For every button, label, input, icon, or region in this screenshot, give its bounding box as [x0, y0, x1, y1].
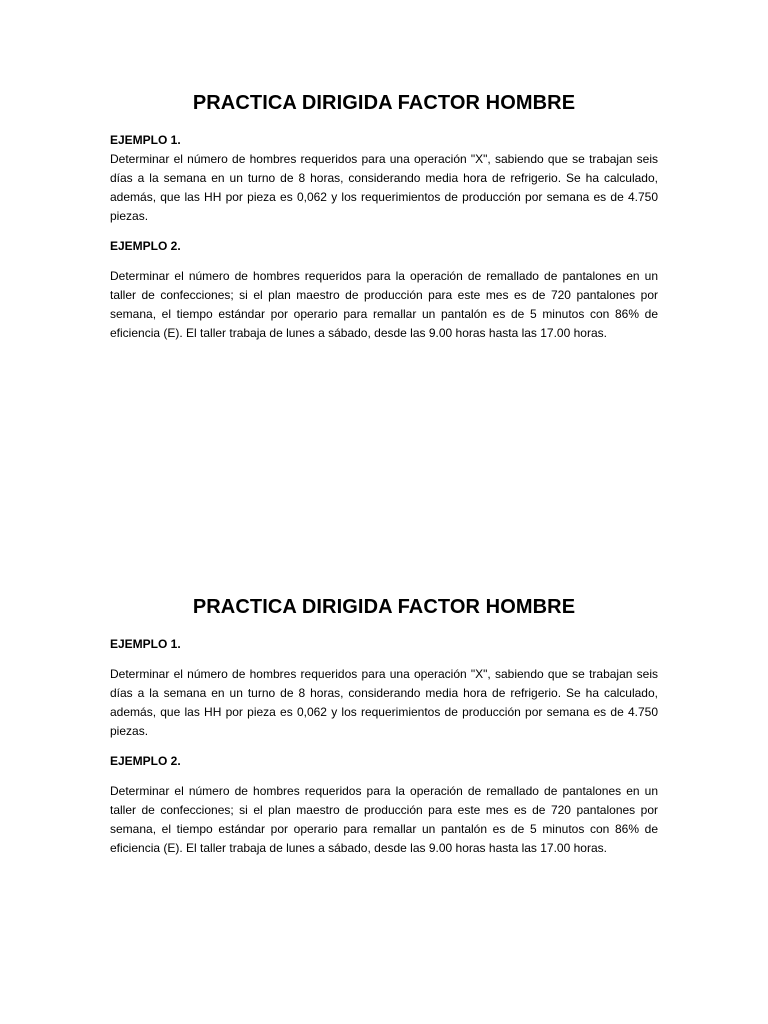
example-1-text: Determinar el número de hombres requeridos para una operación "X", sabiendo que se trabajan seis días a la semana en un turno de 8 horas, considerando media hora de refrigerio. Se ha calculado, además, que las HH por pieza es 0,062 y los requerimientos de producción por semana es de 4.750 piezas.	[110, 152, 658, 223]
page-title: PRACTICA DIRIGIDA FACTOR HOMBRE	[192, 92, 576, 114]
example-2-heading: EJEMPLO 2.	[110, 754, 181, 768]
page-title: PRACTICA DIRIGIDA FACTOR HOMBRE	[192, 596, 576, 618]
example-1-heading: EJEMPLO 1.	[110, 637, 181, 651]
document-section-1	[110, 91, 658, 343]
example-2-text: Determinar el número de hombres requeridos para la operación de remallado de pantalones en un taller de confecciones; si el plan maestro de producción para este mes es de 720 pantalones por semana, el tiempo estándar por operario para remallar un pantalón es de 5 minutos con 86% de eficiencia (E). El taller trabaja de lunes a sábado, desde las 9.00 horas hasta las 17.00 horas.	[110, 269, 658, 340]
example-2-text: Determinar el número de hombres requeridos para la operación de remallado de pantalones en un taller de confecciones; si el plan maestro de producción para este mes es de 720 pantalones por semana, el tiempo estándar por operario para remallar un pantalón es de 5 minutos con 86% de eficiencia (E). El taller trabaja de lunes a sábado, desde las 9.00 horas hasta las 17.00 horas.	[110, 784, 658, 855]
example-1-heading: EJEMPLO 1.	[110, 133, 181, 147]
example-1-text: Determinar el número de hombres requeridos para una operación "X", sabiendo que se trabajan seis días a la semana en un turno de 8 horas, considerando media hora de refrigerio. Se ha calculado, además, que las HH por pieza es 0,062 y los requerimientos de producción por semana es de 4.750 piezas.	[110, 667, 658, 738]
document-section-2	[110, 595, 658, 858]
example-2-heading: EJEMPLO 2.	[110, 239, 181, 253]
